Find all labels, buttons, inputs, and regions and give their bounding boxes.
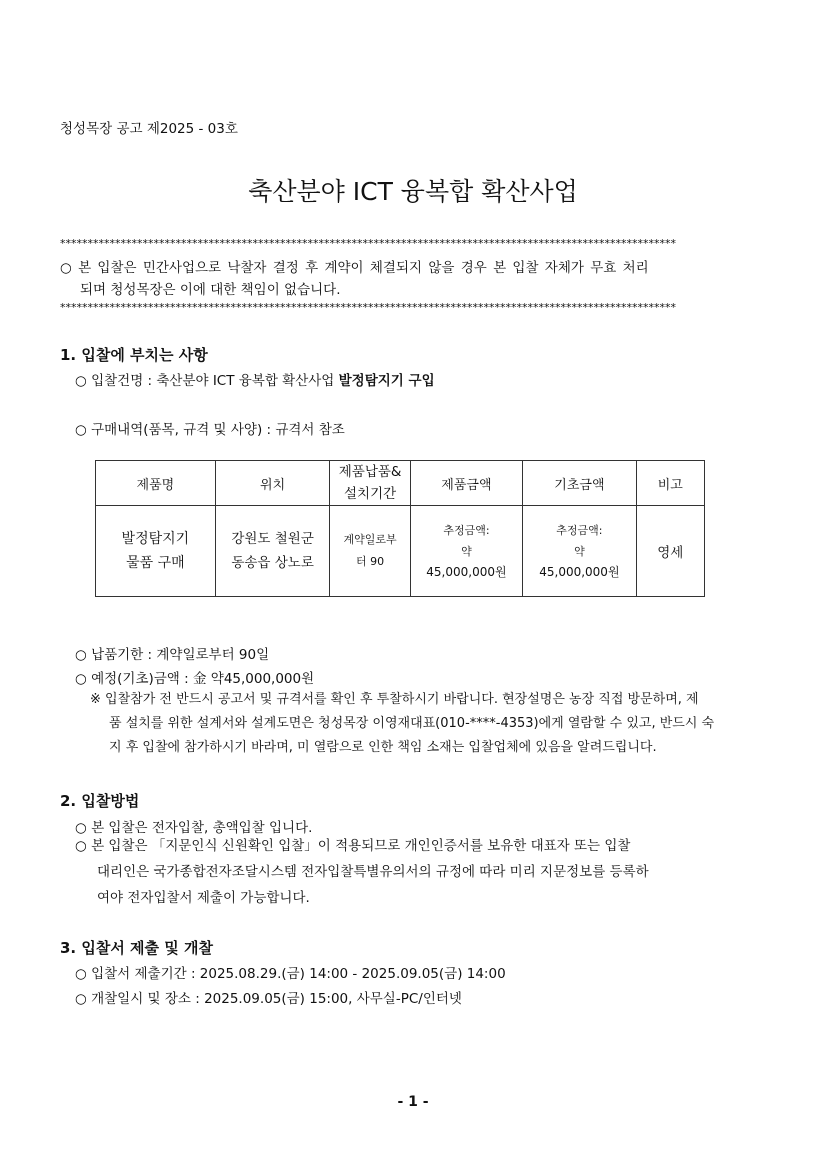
page-number: - 1 - (397, 1094, 429, 1110)
spec-table (95, 460, 705, 597)
estimated-amount-label: ○ 예정(기초)금액 : (75, 671, 193, 687)
header-delivery (330, 461, 410, 506)
cell-period-l2: 터 90 (356, 555, 385, 568)
cell-base-l3: 45,000,000원 (539, 564, 620, 579)
section-1-heading: 1. 입찰에 부치는 사항 (60, 346, 208, 364)
header-location: 위치 (215, 461, 330, 506)
header-product: 제품명 (96, 461, 216, 506)
separator-top: **************************************************************************************************************** (60, 237, 676, 250)
method-line-4: 여야 전자입찰서 제출이 가능합니다. (97, 890, 310, 906)
estimated-amount-value: 金 약45,000,000원 (192, 671, 315, 687)
purchase-details: ○ 구매내역(품목, 규격 및 사양) : 규격서 참조 (75, 422, 345, 438)
note-line-3: 지 후 입찰에 참가하시기 바라며, 미 열람으로 인한 책임 소재는 입찰업체에 있음을 알려드립니다. (109, 740, 657, 755)
cell-base-l1: 추정금액: (556, 523, 603, 537)
spec-table-header-row (96, 461, 705, 506)
bid-item-name (75, 369, 435, 389)
cell-period-l1: 계약일로부 (343, 533, 397, 546)
cell-product-l2: 물품 구매 (126, 555, 185, 571)
header-remark: 비고 (636, 461, 704, 506)
header-delivery-l1: 제품납품& (338, 464, 402, 480)
cell-location-l2: 동송읍 상노로 (231, 555, 314, 571)
submission-period: ○ 입찰서 제출기간 : 2025.08.29.(금) 14:00 - 2025.09.05(금) 14:00 (75, 966, 506, 982)
disclaimer-line-1: ○ 본 입찰은 민간사업으로 낙찰자 결정 후 계약이 체결되지 않을 경우 본 입찰 자체가 무효 처리 (60, 260, 649, 276)
header-delivery-l2: 설치기간 (344, 486, 397, 502)
cell-base-l2: 약 (574, 544, 585, 558)
cell-price-l1: 추정금액: (443, 523, 490, 537)
section-3-heading: 3. 입찰서 제출 및 개찰 (60, 939, 213, 957)
bid-item-name-bold: 발정탐지기 구입 (338, 373, 435, 389)
cell-product (96, 506, 216, 597)
table-row (96, 506, 705, 597)
disclaimer-line-2: 되며 청성목장은 이에 대한 책임이 없습니다. (80, 282, 341, 298)
header-base: 기초금액 (523, 461, 636, 506)
opening-info: ○ 개찰일시 및 장소 : 2025.09.05(금) 15:00, 사무실-PC/인터넷 (75, 991, 462, 1007)
method-line-2: ○ 본 입찰은 「지문인식 신원확인 입찰」이 적용되므로 개인인증서를 보유한 대표자 또는 입찰 (75, 838, 631, 854)
cell-period (330, 506, 410, 597)
section-2-heading: 2. 입찰방법 (60, 792, 140, 810)
cell-price (410, 506, 522, 597)
cell-location (215, 506, 330, 597)
method-line-1: ○ 본 입찰은 전자입찰, 총액입찰 입니다. (75, 820, 313, 836)
cell-location-l1: 강원도 철원군 (231, 531, 314, 547)
bid-item-name-prefix: ○ 입찰건명 : 축산분야 ICT 융복합 확산사업 (75, 373, 339, 389)
cell-price-l2: 약 (461, 544, 472, 558)
method-line-3: 대리인은 국가종합전자조달시스템 전자입찰특별유의서의 규정에 따라 미리 지문정보를 등록하 (97, 864, 649, 880)
note-line-2: 품 설치를 위한 설계서와 설계도면은 청성목장 이영재대표(010-****-4353)에게 열람할 수 있고, 반드시 숙 (109, 716, 715, 731)
cell-remark: 영세 (636, 506, 704, 597)
document-title: 축산분야 ICT 융복합 확산사업 (248, 177, 578, 206)
notice-number: 청성목장 공고 제2025 - 03호 (60, 121, 238, 137)
cell-price-l3: 45,000,000원 (426, 564, 507, 579)
note-line-1: ※ 입찰참가 전 반드시 공고서 및 규격서를 확인 후 투찰하시기 바랍니다. 현장설명은 농장 직접 방문하며, 제 (90, 692, 699, 707)
separator-bottom: **************************************************************************************************************** (60, 301, 676, 314)
delivery-deadline: ○ 납품기한 : 계약일로부터 90일 (75, 647, 270, 663)
cell-product-l1: 발정탐지기 (121, 531, 190, 547)
estimated-amount (75, 667, 314, 687)
cell-base (523, 506, 636, 597)
header-price: 제품금액 (410, 461, 522, 506)
